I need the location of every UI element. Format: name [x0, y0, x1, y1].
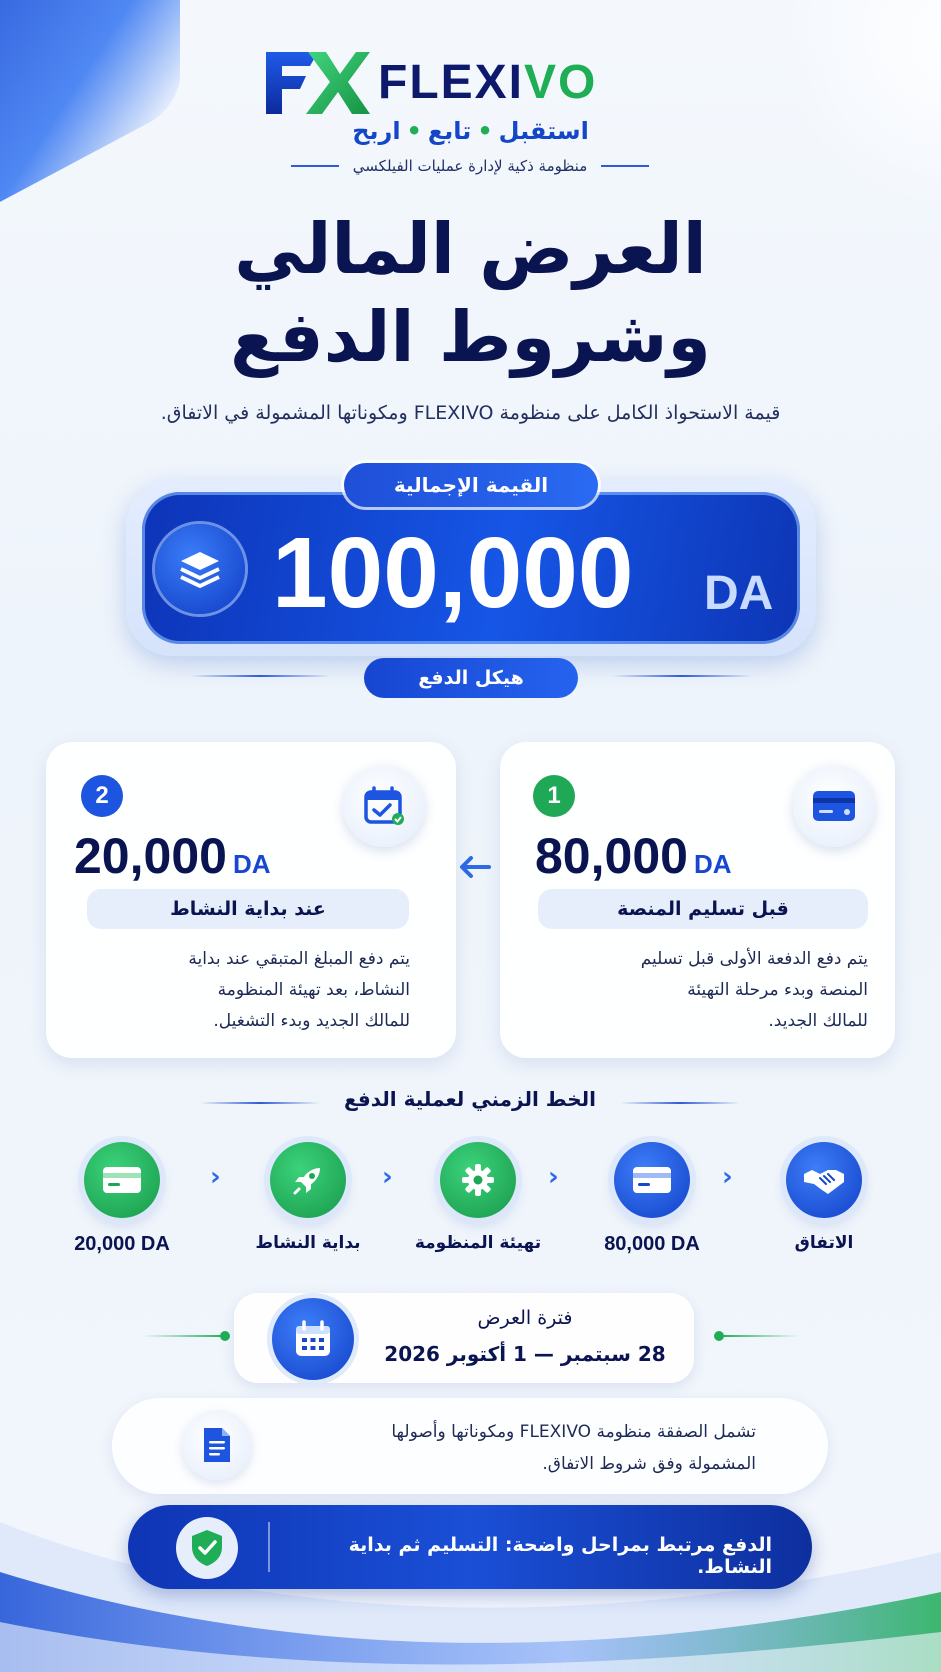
period-divider — [142, 1335, 226, 1337]
installment-amount-1: 80,000 DA — [535, 828, 732, 884]
chevron-left-icon: ‹ — [548, 1162, 559, 1192]
brand-name: FLEXIVO — [378, 55, 598, 109]
slogan: استقبل•تابع•اربح — [352, 117, 589, 145]
payment-structure-title: هيكل الدفع — [364, 658, 578, 698]
section-divider — [612, 675, 752, 677]
total-value-label: القيمة الإجمالية — [344, 463, 598, 507]
timeline-divider — [200, 1102, 320, 1104]
total-currency: DA — [704, 567, 774, 620]
card-icon — [84, 1142, 160, 1218]
offer-period-dates: 28 سبتمبر — 1 أكتوبر 2026 — [384, 1342, 666, 1366]
timeline-step-label-2: 80,000 DA — [604, 1233, 700, 1255]
brand-logo — [260, 42, 680, 122]
installment-description-2: يتم دفع المبلغ المتبقي عند بداية النشاط، بعد تهيئة المنظومة للمالك الجديد وبدء التشغيل. — [188, 949, 410, 1031]
chevron-left-icon: ‹ — [210, 1162, 221, 1192]
footer-text: الدفع مرتبط بمراحل واضحة: التسليم ثم بداية النشاط. — [348, 1534, 772, 1578]
period-divider-dot — [220, 1331, 230, 1341]
document-icon — [182, 1410, 252, 1480]
rocket-icon — [270, 1142, 346, 1218]
timeline-step-label-4: بداية النشاط — [255, 1233, 361, 1253]
credit-card-icon — [793, 765, 875, 847]
installment-number-badge-1: 1 — [533, 775, 575, 817]
timeline-title: الخط الزمني لعملية الدفع — [343, 1087, 596, 1111]
deal-scope-text: تشمل الصفقة منظومة FLEXIVO ومكوناتها وأصولها المشمولة وفق شروط الاتفاق. — [391, 1422, 756, 1474]
handshake-icon — [786, 1142, 862, 1218]
layers-icon — [155, 524, 245, 614]
period-divider — [720, 1335, 800, 1337]
calendar-icon — [272, 1298, 354, 1380]
offer-period-title: فترة العرض — [477, 1307, 573, 1329]
card-icon — [614, 1142, 690, 1218]
calendar-check-icon — [343, 765, 425, 847]
tagline: منظومة ذكية لإدارة عمليات الفيلكسي — [352, 157, 588, 175]
installment-amount-2: 20,000 DA — [74, 828, 271, 884]
chevron-left-icon: ‹ — [382, 1162, 393, 1192]
footer-separator — [268, 1522, 270, 1572]
gear-icon — [440, 1142, 516, 1218]
page-title: العرض المالي وشروط الدفع — [230, 208, 711, 378]
installment-stage-1: قبل تسليم المنصة — [538, 889, 868, 929]
chevron-left-icon: ‹ — [722, 1162, 733, 1192]
arrow-left-icon — [457, 852, 491, 882]
page-subtitle: قيمة الاستحواذ الكامل على منظومة FLEXIVO ومكوناتها المشمولة في الاتفاق. — [160, 402, 781, 424]
timeline-divider — [620, 1102, 740, 1104]
shield-check-icon — [176, 1517, 238, 1579]
installment-stage-2: عند بداية النشاط — [87, 889, 409, 929]
tagline-divider — [291, 165, 339, 167]
timeline-step-label-3: تهيئة المنظومة — [414, 1233, 542, 1253]
tagline-divider — [601, 165, 649, 167]
tagline-row — [260, 157, 680, 175]
decorative-glow-top-right — [771, 0, 941, 210]
timeline-step-label-1: الاتفاق — [794, 1233, 854, 1253]
total-amount: 100,000 — [272, 517, 634, 629]
timeline-step-label-5: 20,000 DA — [74, 1233, 170, 1255]
fx-logo-mark — [260, 44, 370, 120]
installment-number-badge-2: 2 — [81, 775, 123, 817]
section-divider — [190, 675, 330, 677]
installment-description-1: يتم دفع الدفعة الأولى قبل تسليم المنصة وبدء مرحلة التهيئة للمالك الجديد. — [640, 949, 868, 1031]
